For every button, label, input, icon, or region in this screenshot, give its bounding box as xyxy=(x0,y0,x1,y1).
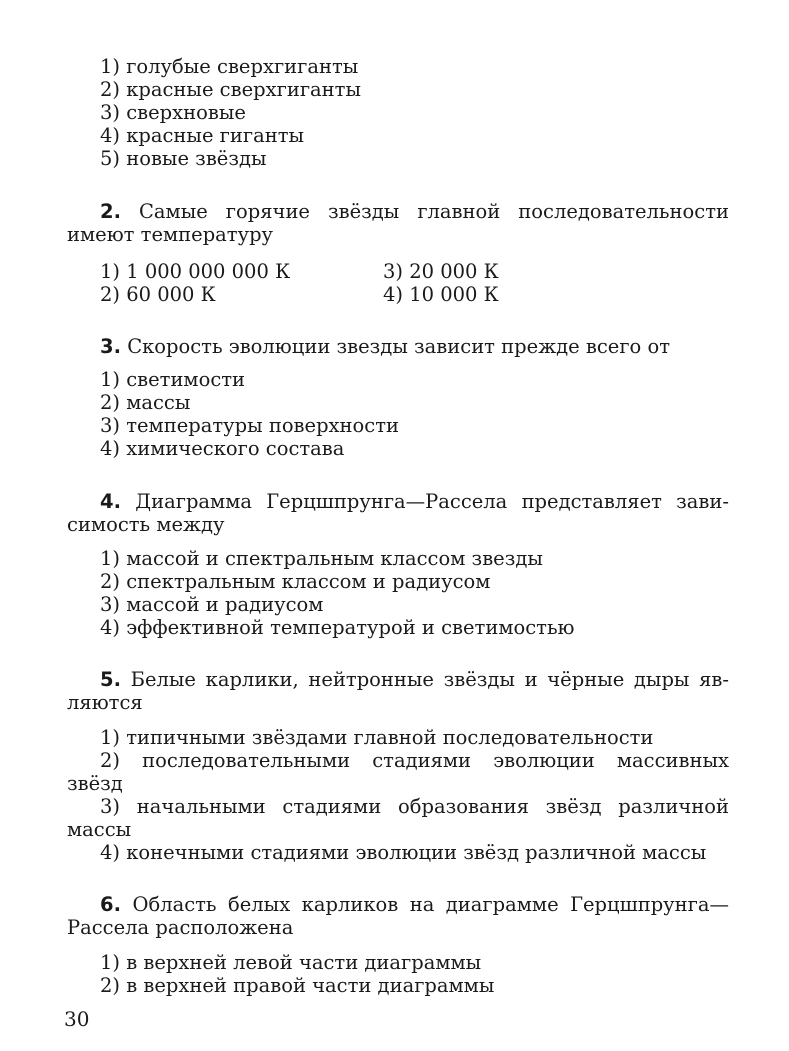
q6-stem-line1 xyxy=(67,893,729,916)
q6-stem-text: Область белых карликов на диаграмме Герцшпрунга— xyxy=(132,893,729,916)
q1-options xyxy=(67,55,729,170)
q6-option-1: 1) в верхней левой части диаграммы xyxy=(100,951,482,974)
q6-number: 6. xyxy=(100,893,121,916)
q2-option-1: 1) 1 000 000 000 К xyxy=(100,260,291,283)
q2-options xyxy=(67,260,762,306)
q2-option-4: 4) 10 000 К xyxy=(383,283,499,306)
q2-stem-line1 xyxy=(67,200,729,223)
q1-option-2: 2) красные сверхгиганты xyxy=(100,78,361,101)
q5-stem-line2: ляются xyxy=(67,691,143,714)
q1-option-5: 5) новые звёзды xyxy=(100,147,267,170)
q6-option-2: 2) в верхней правой части диаграммы xyxy=(100,974,495,997)
q4-option-1: 1) массой и спектральным классом звезды xyxy=(100,547,543,570)
q5-stem-text: Белые карлики, нейтронные звёзды и чёрные дыры яв- xyxy=(130,668,729,691)
q3-number: 3. xyxy=(100,335,121,358)
q5-option-4: 4) конечными стадиями эволюции звёзд различной массы xyxy=(100,841,707,864)
q3-option-2: 2) массы xyxy=(100,391,191,414)
q3-stem-text: Скорость эволюции звезды зависит прежде всего от xyxy=(127,335,670,358)
q1-option-4: 4) красные гиганты xyxy=(100,124,305,147)
q2-option-3: 3) 20 000 К xyxy=(383,260,499,283)
q6-options xyxy=(67,951,729,997)
q4-stem-text: Диаграмма Герцшпрунга—Рассела представляет зави- xyxy=(135,490,730,513)
q2-option-2: 2) 60 000 К xyxy=(100,283,216,306)
q2-number: 2. xyxy=(100,200,121,223)
q1-option-3: 3) сверхновые xyxy=(100,101,246,124)
q2-stem-line2: имеют температуру xyxy=(67,223,274,246)
q4-stem-line1 xyxy=(67,490,729,513)
q5-option-3-line2: массы xyxy=(67,818,132,841)
q4-option-4: 4) эффективной температурой и светимостью xyxy=(100,616,575,639)
q5-options xyxy=(67,726,729,864)
q5-stem-line1 xyxy=(67,668,729,691)
q2-stem-text: Самые горячие звёзды главной последовательности xyxy=(139,200,729,223)
q5-option-2-line2: звёзд xyxy=(67,772,123,795)
q5-option-3-line1: 3) начальными стадиями образования звёзд различной xyxy=(100,795,729,818)
q4-stem-line2: симость между xyxy=(67,513,225,536)
q5-option-2-line1: 2) последовательными стадиями эволюции массивных xyxy=(100,749,729,772)
page-number: 30 xyxy=(64,1007,90,1031)
q4-number: 4. xyxy=(100,490,121,513)
q3-option-1: 1) светимости xyxy=(100,368,246,391)
q5-number: 5. xyxy=(100,668,121,691)
q4-option-3: 3) массой и радиусом xyxy=(100,593,324,616)
q3-option-3: 3) температуры поверхности xyxy=(100,414,399,437)
question-2 xyxy=(67,200,729,246)
q4-option-2: 2) спектральным классом и радиусом xyxy=(100,570,491,593)
q6-stem-line2: Рассела расположена xyxy=(67,916,294,939)
q3-stem xyxy=(67,335,729,358)
q3-options xyxy=(67,368,729,460)
question-4 xyxy=(67,490,729,536)
q3-option-4: 4) химического состава xyxy=(100,437,345,460)
question-6 xyxy=(67,893,729,939)
q5-option-1: 1) типичными звёздами главной последовательности xyxy=(100,726,654,749)
q1-option-1: 1) голубые сверхгиганты xyxy=(100,55,359,78)
question-5 xyxy=(67,668,729,714)
q4-options xyxy=(67,547,729,639)
question-3 xyxy=(67,335,729,358)
